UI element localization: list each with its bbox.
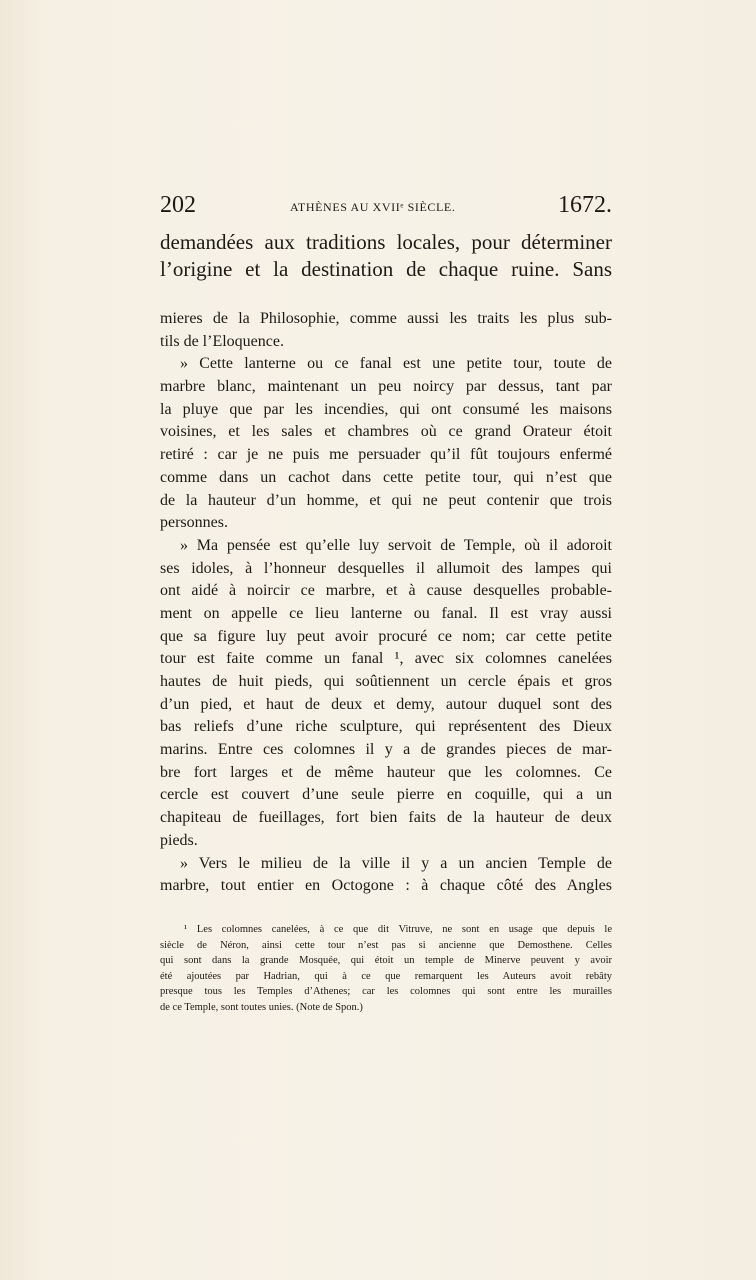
body-line: chapiteau de fueillages, fort bien faits de la hauteur de deux [160,809,612,827]
body-line: d’un pied, et haut de deux et demy, autour duquel sont des [160,695,612,713]
body-line: retiré : car je ne puis me persuader qu’il fût toujours enfermé [160,446,612,464]
footnote-line: qui sont dans la grande Mosquée, qui étoit un temple de Minerve peuvent y avoir [160,955,612,966]
body-line: tour est faite comme un fanal ¹, avec six colomnes canelées [160,650,612,668]
running-header [160,192,612,222]
body-line: marbre, tout entier en Octogone : à chaque côté des Angles [160,877,612,895]
intro-line: l’origine et la destination de chaque ruine. Sans [160,257,612,281]
body-line: hautes de huit pieds, qui soûtiennent un cercle épais et gros [160,673,612,690]
body-line: ses idoles, à l’honneur desquelles il allumoit des lampes qui [160,559,612,577]
body-line: que sa figure luy peut avoir procuré ce nom; car cette petite [160,627,612,645]
footnote-line: de ce Temple, sont toutes unies. (Note de Spon.) [160,1001,363,1013]
body-line: » Vers le milieu de la ville il y a un ancien Temple de [180,854,612,872]
running-title: ATHÈNES AU XVIIᵉ SIÈCLE. [290,200,456,214]
body-line: marins. Entre ces colomnes il y a de grandes pieces de mar- [160,741,612,759]
intro-text [160,229,612,283]
body-line: pieds. [160,831,198,849]
footnote [160,922,612,1015]
body-line: marbre blanc, maintenant un peu noircy par dessus, tant par [160,378,612,396]
body-line: » Ma pensée est qu’elle luy servoit de Temple, où il adoroit [180,536,612,554]
body-line: ment on appelle ce lieu lanterne ou fanal. Il est vray aussi [160,604,612,622]
body-line: bre fort larges et de même hauteur que les colomnes. Ce [160,763,612,781]
page-number: 202 [160,192,196,218]
body-line: de la hauteur d’un homme, et qui ne peut contenir que trois [160,491,612,509]
body-line: comme dans un cachot dans cette petite tour, qui n’est que [160,468,612,486]
footnote-line: presque tous les Temples d’Athenes; car les colomnes qui sont entre les murailles [160,986,612,997]
body-line: » Cette lanterne ou ce fanal est une petite tour, toute de [180,355,612,373]
body-line: cercle est couvert d’une seule pierre en coquille, qui a un [160,786,612,804]
footnote-line: ¹ Les colomnes canelées, à ce que dit Vitruve, ne sont en usage que depuis le [184,924,612,935]
body-line: bas reliefs d’une riche sculpture, qui représentent des Dieux [160,718,612,736]
body-line: la pluye que par les incendies, qui ont consumé les maisons [160,400,612,418]
footnote-line: été ajoutées par Hadrian, qui à ce que remarquent les Auteurs avoit rebâty [160,970,612,982]
body-line: ont aidé à noircir ce marbre, et à cause desquelles probable- [160,582,612,600]
quoted-body-text [160,308,612,898]
footnote-line: siècle de Néron, ainsi cette tour n’est pas si ancienne que Demosthene. Celles [160,939,612,951]
intro-line: demandées aux traditions locales, pour déterminer [160,230,612,254]
body-line: mieres de la Philosophie, comme aussi les traits les plus sub- [160,310,612,327]
body-line: tils de l’Eloquence. [160,332,284,350]
body-line: personnes. [160,514,228,532]
body-line: voisines, et les sales et chambres où ce grand Orateur étoit [160,423,612,441]
header-year: 1672. [558,192,612,218]
